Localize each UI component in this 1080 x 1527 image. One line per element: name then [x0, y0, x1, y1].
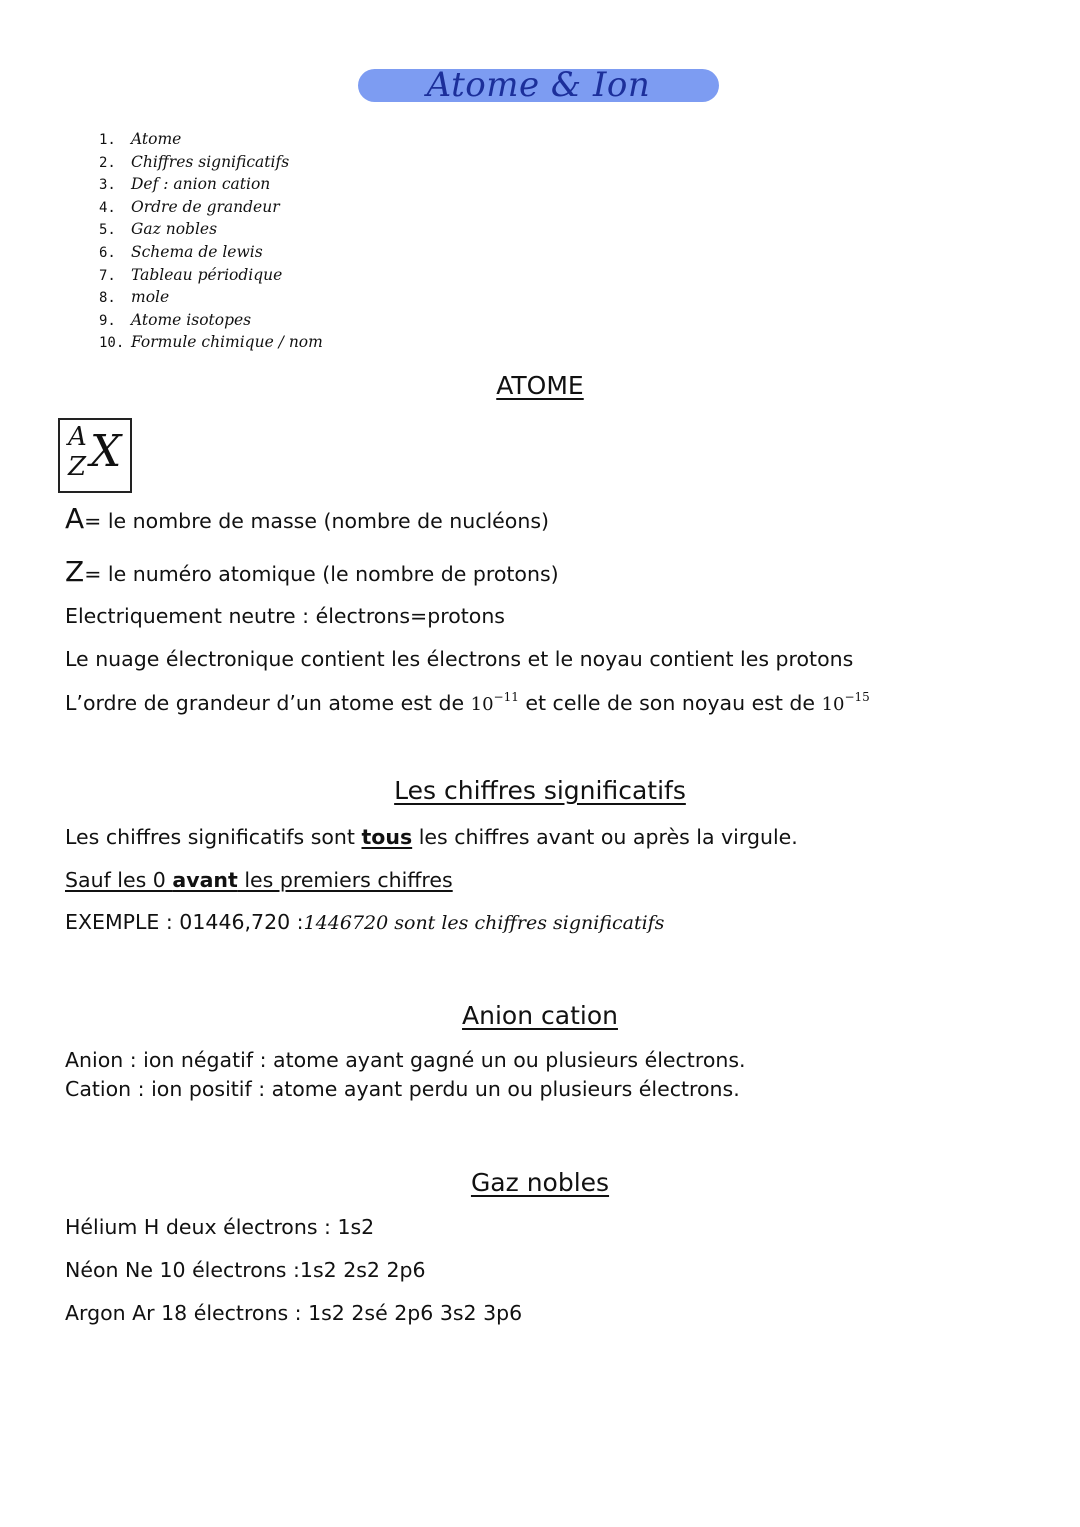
neutral-text: Electriquement neutre : électrons=protons [65, 604, 505, 628]
section-heading-gaz: Gaz nobles [470, 1168, 610, 1197]
toc-item: 1. Atome [99, 130, 182, 148]
gaz-line-helium: Hélium H deux électrons : 1s2 [65, 1215, 375, 1239]
atomic-number-definition: Z= le numéro atomique (le nombre de protons) [65, 555, 559, 588]
page-title: Atome & Ion [358, 69, 719, 102]
anion-definition: Anion : ion négatif : atome ayant gagné un ou plusieurs électrons. [65, 1048, 746, 1072]
nuage-text: Le nuage électronique contient les électrons et le noyau contient les protons [65, 647, 854, 671]
section-heading-atome: ATOME [496, 371, 584, 400]
toc-item: 6. Schema de lewis [99, 242, 263, 261]
notation-atomic-number: Z [68, 452, 87, 482]
toc-item: 8. mole [99, 288, 170, 307]
chiffres-rule: Les chiffres significatifs sont tous les chiffres avant ou après la virgule. [65, 825, 798, 849]
toc-item: 7. Tableau périodique [99, 265, 283, 284]
chiffres-exception: Sauf les 0 avant les premiers chiffres [65, 868, 453, 892]
section-heading-anion: Anion cation [462, 1001, 618, 1030]
table-of-contents [99, 128, 323, 354]
toc-item: 3. Def : anion cation [99, 175, 271, 194]
toc-item: 10. Formule chimique / nom [99, 333, 323, 352]
gaz-line-argon: Argon Ar 18 électrons : 1s2 2sé 2p6 3s2 3p6 [65, 1301, 523, 1325]
toc-item: 9. Atome isotopes [99, 310, 252, 329]
toc-item: 2. Chiffres significatifs [99, 152, 290, 171]
notation-symbol: X [90, 426, 122, 477]
atomic-notation-box [58, 418, 132, 493]
toc-item: 4. Ordre de grandeur [99, 197, 280, 216]
cation-definition: Cation : ion positif : atome ayant perdu un ou plusieurs électrons. [65, 1077, 740, 1101]
gaz-line-neon: Néon Ne 10 électrons :1s2 2s2 2p6 [65, 1258, 426, 1282]
section-heading-chiffres: Les chiffres significatifs [394, 776, 686, 805]
notation-mass-number: A [68, 422, 87, 452]
ordre-grandeur-text: L’ordre de grandeur d’un atome est de $10^{-11}$ et celle de son noyau est de $10^{-15}$ [65, 690, 870, 715]
chiffres-example: EXEMPLE : 01446,720 :1446720 sont les chiffres significatifs [65, 910, 665, 934]
mass-number-definition: A= le nombre de masse (nombre de nucléons) [65, 502, 549, 535]
toc-item: 5. Gaz nobles [99, 220, 218, 239]
